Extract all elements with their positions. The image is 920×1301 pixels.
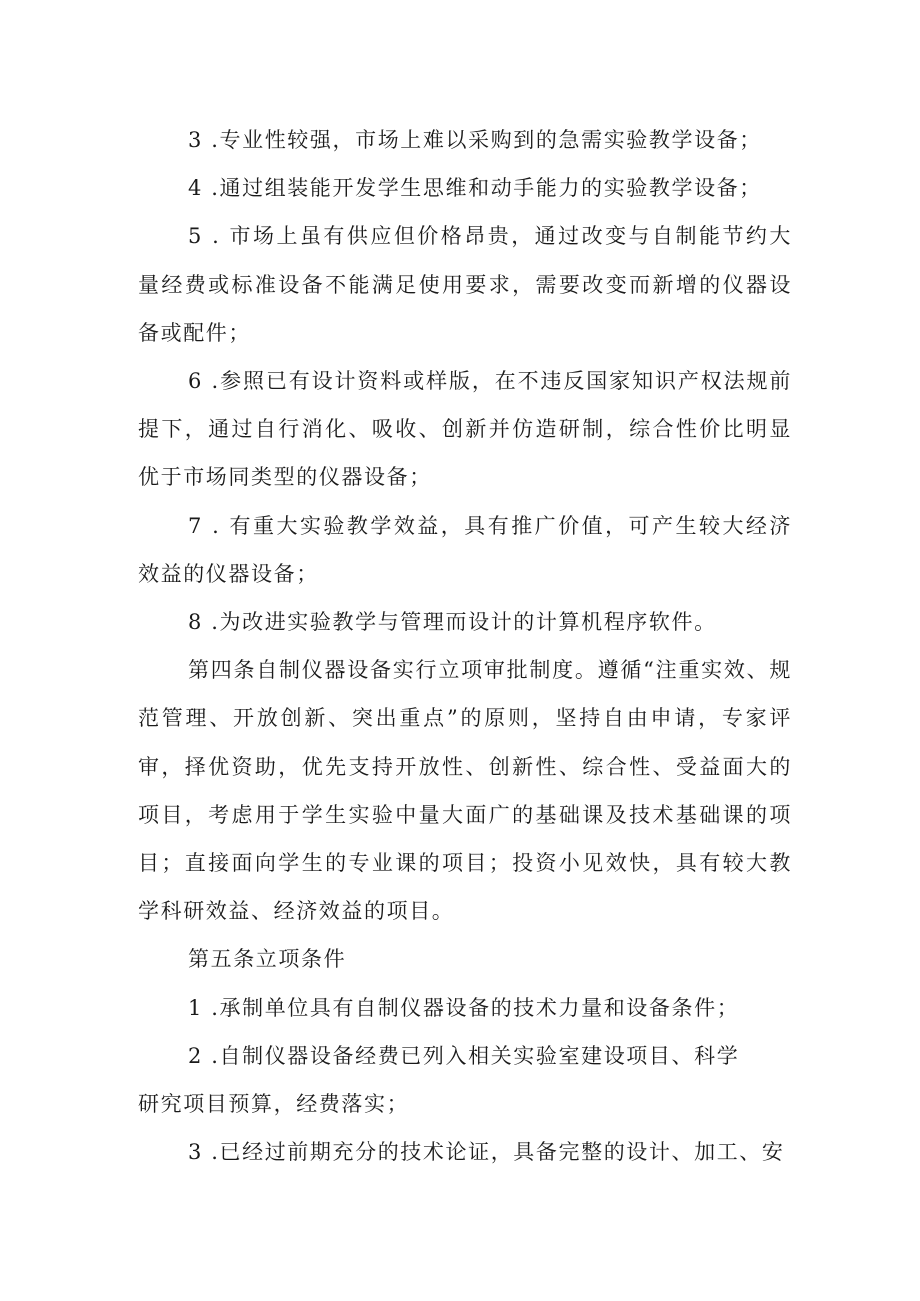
paragraph-item-5: 5 . 市场上虽有供应但价格昂贵，通过改变与自制能节约大量经费或标准设备不能满足使用要求，需要改变而新增的仪器设备或配件；: [138, 224, 792, 345]
paragraph-item-7: 7 . 有重大实验教学效益，具有推广价值，可产生较大经济效益的仪器设备；: [138, 513, 792, 586]
paragraph-item-6: 6 .参照已有设计资料或样版，在不违反国家知识产权法规前提下，通过自行消化、吸收、创新并仿造研制，综合性价比明显优于市场同类型的仪器设备；: [138, 369, 792, 490]
paragraph-item-3: 3 .专业性较强，市场上难以采购到的急需实验教学设备；: [188, 128, 762, 152]
paragraph-condition-2: 2 .自制仪器设备经费已列入相关实验室建设项目、科学: [188, 1043, 740, 1068]
paragraph-article-4: 第四条自制仪器设备实行立项审批制度。遵循“注重实效、规范管理、开放创新、突出重点”的原则，坚持自由申请，专家评审，择优资助，优先支持开放性、创新性、综合性、受益面大的项目，考虑用于学生实验中量大面广的基础课及技术基础课的项目；直接面向学生的专业课的项目；投资小见效快，具有较大教学科研效益、经济效益的项目。: [138, 658, 792, 924]
paragraph-article-5-heading: 第五条立项条件: [188, 947, 347, 972]
paragraph-item-4: 4 .通过组装能开发学生思维和动手能力的实验教学设备；: [188, 176, 762, 201]
paragraph-condition-1: 1 .承制单位具有自制仪器设备的技术力量和设备条件；: [188, 995, 740, 1020]
paragraph-condition-3: 3 .已经过前期充分的技术论证，具备完整的设计、加工、安: [188, 1140, 785, 1165]
paragraph-item-8: 8 .为改进实验教学与管理而设计的计算机程序软件。: [188, 610, 717, 635]
paragraph-condition-2-continued: 研究项目预算，经费落实；: [138, 1092, 410, 1117]
